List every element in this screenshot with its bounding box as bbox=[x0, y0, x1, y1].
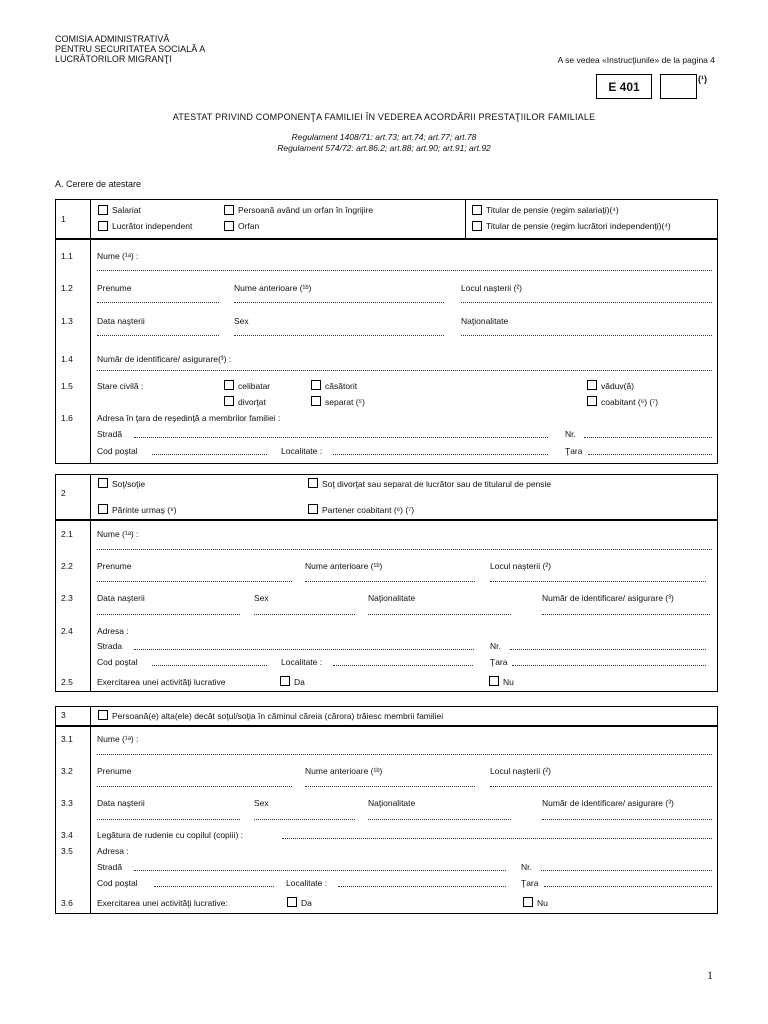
label-numar-identificare-3: Număr de identificare/ asigurare (³) bbox=[542, 798, 674, 808]
input-numar-identificare[interactable] bbox=[97, 370, 712, 371]
label-nr-3: Nr. bbox=[521, 862, 532, 872]
label-locul-nasterii-2: Locul naşterii (²) bbox=[490, 561, 551, 571]
field-number-2-2: 2.2 bbox=[61, 561, 73, 571]
field-number-3-4: 3.4 bbox=[61, 830, 73, 840]
checkbox-vaduv[interactable] bbox=[587, 380, 597, 390]
checkbox-nu-2[interactable] bbox=[489, 676, 499, 686]
checkbox-nu-3[interactable] bbox=[523, 897, 533, 907]
label-cod-postal-3: Cod poştal bbox=[97, 878, 138, 888]
input-sex-3[interactable] bbox=[254, 819, 355, 820]
label-adresa-3: Adresa : bbox=[97, 846, 129, 856]
section-a-title: A. Cerere de atestare bbox=[55, 179, 142, 189]
input-sex-2[interactable] bbox=[254, 614, 355, 615]
label-localitate-2: Localitate : bbox=[281, 657, 323, 667]
input-nr-2[interactable] bbox=[510, 649, 706, 650]
label-prenume-2: Prenume bbox=[97, 561, 132, 571]
input-data-nasterii[interactable] bbox=[97, 335, 219, 336]
block-2-body bbox=[55, 520, 718, 692]
input-cod-postal-2[interactable] bbox=[152, 665, 267, 666]
label-partener-coabitant: Partener coabitant (⁶) (⁷) bbox=[322, 505, 415, 515]
block-1-number: 1 bbox=[61, 214, 66, 224]
field-number-3-5: 3.5 bbox=[61, 846, 73, 856]
input-nationalitate[interactable] bbox=[461, 335, 712, 336]
input-localitate-2[interactable] bbox=[333, 665, 473, 666]
label-strada-2: Strada bbox=[97, 641, 123, 651]
block-2-number: 2 bbox=[61, 488, 66, 498]
label-prenume-3: Prenume bbox=[97, 766, 132, 776]
label-da-3: Da bbox=[301, 898, 312, 908]
org-line-1: COMISIA ADMINISTRATIVĂ bbox=[55, 34, 170, 44]
label-divortat: divorţat bbox=[238, 397, 266, 407]
label-titular-independenti: Titular de pensie (regim lucrători independenţi)(⁴) bbox=[486, 221, 671, 231]
checkbox-lucrator-independent[interactable] bbox=[98, 221, 108, 231]
field-number-1-2: 1.2 bbox=[61, 283, 73, 293]
input-numar-identificare-3[interactable] bbox=[542, 819, 712, 820]
input-nume-3[interactable] bbox=[97, 754, 712, 755]
label-tara-2: Ţara bbox=[490, 657, 508, 667]
label-coabitant: coabitant (⁶) (⁷) bbox=[601, 397, 659, 407]
label-data-nasterii-2: Data naşterii bbox=[97, 593, 145, 603]
regulation-line-2: Regulament 574/72: art.86.2; art.88; art.90; art.91; art.92 bbox=[277, 143, 491, 153]
field-number-1-1: 1.1 bbox=[61, 251, 73, 261]
checkbox-celibatar[interactable] bbox=[224, 380, 234, 390]
input-prenume-3[interactable] bbox=[97, 786, 292, 787]
input-tara-3[interactable] bbox=[544, 886, 712, 887]
block-1-body bbox=[55, 239, 718, 464]
label-nationalitate-3: Naţionalitate bbox=[368, 798, 416, 808]
label-alte-persoane: Persoană(e) alta(ele) decât soţul/soţia în căminul căreia (cărora) trăiesc membrii familiei bbox=[112, 711, 444, 721]
label-nu-3: Nu bbox=[537, 898, 548, 908]
label-lucrator-independent: Lucrător independent bbox=[112, 221, 193, 231]
page-number: 1 bbox=[707, 968, 713, 982]
field-number-3-6: 3.6 bbox=[61, 898, 73, 908]
label-separat: separat (⁵) bbox=[325, 397, 365, 407]
label-nationalitate: Naţionalitate bbox=[461, 316, 509, 326]
label-legatura-rudenie: Legătura de rudenie cu copilul (copiii) : bbox=[97, 830, 244, 840]
checkbox-separat[interactable] bbox=[311, 396, 321, 406]
field-number-2-4: 2.4 bbox=[61, 626, 73, 636]
label-data-nasterii: Data naşterii bbox=[97, 316, 145, 326]
org-line-2: PENTRU SECURITATEA SOCIALĂ A bbox=[55, 44, 206, 54]
input-prenume[interactable] bbox=[97, 302, 219, 303]
block-3-number: 3 bbox=[61, 710, 66, 720]
checkbox-partener-coabitant[interactable] bbox=[308, 504, 318, 514]
label-strada-3: Stradă bbox=[97, 862, 123, 872]
input-nationalitate-3[interactable] bbox=[368, 819, 511, 820]
label-sot: Soţ/soţie bbox=[112, 479, 146, 489]
label-casatorit: căsătorit bbox=[325, 381, 358, 391]
label-vaduv: văduv(ă) bbox=[601, 381, 635, 391]
input-nr[interactable] bbox=[584, 437, 712, 438]
form-code-extra-field[interactable] bbox=[660, 74, 697, 99]
label-locul-nasterii: Locul naşterii (²) bbox=[461, 283, 522, 293]
input-nume[interactable] bbox=[97, 270, 712, 271]
label-tara-3: Ţara bbox=[521, 878, 539, 888]
label-cod-postal-2: Cod poştal bbox=[97, 657, 138, 667]
checkbox-titular-independenti[interactable] bbox=[472, 221, 482, 231]
label-celibatar: celibatar bbox=[238, 381, 271, 391]
issuer-organization bbox=[55, 34, 205, 64]
org-line-3: LUCRĂTORILOR MIGRANŢI bbox=[55, 54, 172, 64]
field-number-2-5: 2.5 bbox=[61, 677, 73, 687]
label-sex: Sex bbox=[234, 316, 249, 326]
label-prenume: Prenume bbox=[97, 283, 132, 293]
label-strada: Stradă bbox=[97, 429, 123, 439]
input-strada-2[interactable] bbox=[134, 649, 474, 650]
checkbox-alte-persoane[interactable] bbox=[98, 710, 108, 720]
label-exercitare-3: Exercitarea unei activităţi lucrative: bbox=[97, 898, 228, 908]
checkbox-parinte-urmas[interactable] bbox=[98, 504, 108, 514]
checkbox-sot[interactable] bbox=[98, 478, 108, 488]
label-cod-postal: Cod poştal bbox=[97, 446, 138, 456]
label-nationalitate-2: Naţionalitate bbox=[368, 593, 416, 603]
input-prenume-2[interactable] bbox=[97, 581, 292, 582]
label-da-2: Da bbox=[294, 677, 305, 687]
label-nr-2: Nr. bbox=[490, 641, 501, 651]
checkbox-coabitant[interactable] bbox=[587, 396, 597, 406]
field-number-2-3: 2.3 bbox=[61, 593, 73, 603]
field-number-3-3: 3.3 bbox=[61, 798, 73, 808]
label-localitate: Localitate : bbox=[281, 446, 323, 456]
input-nume-anterioare-2[interactable] bbox=[305, 581, 475, 582]
field-number-1-3: 1.3 bbox=[61, 316, 73, 326]
label-adresa: Adresa în ţara de reşedinţă a membrilor familiei : bbox=[97, 413, 281, 423]
regulation-line-1: Regulament 1408/71: art.73; art.74; art.77; art.78 bbox=[291, 132, 477, 142]
label-data-nasterii-3: Data naşterii bbox=[97, 798, 145, 808]
label-nume-anterioare: Nume anterioare (¹ᵇ) bbox=[234, 283, 312, 293]
form-code-footnote: (¹) bbox=[698, 74, 707, 84]
input-sex[interactable] bbox=[234, 335, 444, 336]
label-nume-2: Nume (¹ᵃ) : bbox=[97, 529, 139, 539]
label-sot-divortat: Soţ divorţat sau separat de lucrător sau de titularul de pensie bbox=[322, 479, 552, 489]
field-number-1-4: 1.4 bbox=[61, 354, 73, 364]
label-persoana-orfan: Persoană având un orfan în îngrijire bbox=[238, 205, 374, 215]
input-data-nasterii-3[interactable] bbox=[97, 819, 240, 820]
instructions-note: A se vedea «Instrucţiunile» de la pagina 4 bbox=[557, 55, 715, 65]
checkbox-sot-divortat[interactable] bbox=[308, 478, 318, 488]
label-nu-2: Nu bbox=[503, 677, 514, 687]
field-number-1-5: 1.5 bbox=[61, 381, 73, 391]
label-salariat: Salariat bbox=[112, 205, 141, 215]
field-number-3-1: 3.1 bbox=[61, 734, 73, 744]
input-tara-2[interactable] bbox=[512, 665, 706, 666]
input-legatura-rudenie[interactable] bbox=[282, 838, 712, 839]
label-sex-2: Sex bbox=[254, 593, 269, 603]
input-locul-nasterii-2[interactable] bbox=[490, 581, 706, 582]
label-nume: Nume (¹ᵃ) : bbox=[97, 251, 139, 261]
field-number-2-1: 2.1 bbox=[61, 529, 73, 539]
label-titular-salariati: Titular de pensie (regim salariaţi)(⁴) bbox=[486, 205, 619, 215]
label-nr: Nr. bbox=[565, 429, 576, 439]
input-strada[interactable] bbox=[134, 437, 548, 438]
label-numar-identificare: Număr de identificare/ asigurare(³) : bbox=[97, 354, 232, 364]
input-nume-2[interactable] bbox=[97, 549, 712, 550]
input-data-nasterii-2[interactable] bbox=[97, 614, 240, 615]
input-nume-anterioare[interactable] bbox=[234, 302, 444, 303]
input-strada-3[interactable] bbox=[134, 870, 506, 871]
checkbox-da-2[interactable] bbox=[280, 676, 290, 686]
input-numar-identificare-2[interactable] bbox=[542, 614, 710, 615]
label-localitate-3: Localitate : bbox=[286, 878, 328, 888]
field-number-1-6: 1.6 bbox=[61, 413, 73, 423]
field-number-3-2: 3.2 bbox=[61, 766, 73, 776]
input-cod-postal-3[interactable] bbox=[154, 886, 274, 887]
checkbox-casatorit[interactable] bbox=[311, 380, 321, 390]
input-localitate-3[interactable] bbox=[338, 886, 506, 887]
checkbox-orfan[interactable] bbox=[224, 221, 234, 231]
label-nume-anterioare-2: Nume anterioare (¹ᵇ) bbox=[305, 561, 383, 571]
document-title: ATESTAT PRIVIND COMPONENŢA FAMILIEI ÎN VEDEREA ACORDĂRII PRESTAŢIILOR FAMILIALE bbox=[172, 112, 596, 122]
label-numar-identificare-2: Număr de identificare/ asigurare (³) bbox=[542, 593, 674, 603]
input-locul-nasterii-3[interactable] bbox=[490, 786, 712, 787]
checkbox-divortat[interactable] bbox=[224, 396, 234, 406]
input-tara[interactable] bbox=[588, 454, 712, 455]
input-cod-postal[interactable] bbox=[152, 454, 267, 455]
input-localitate[interactable] bbox=[333, 454, 548, 455]
label-nume-3: Nume (¹ᵃ) : bbox=[97, 734, 139, 744]
checkbox-da-3[interactable] bbox=[287, 897, 297, 907]
checkbox-salariat[interactable] bbox=[98, 205, 108, 215]
checkbox-persoana-orfan[interactable] bbox=[224, 205, 234, 215]
label-parinte-urmas: Părinte urmaş (⁸) bbox=[112, 505, 177, 515]
label-nume-anterioare-3: Nume anterioare (¹ᵇ) bbox=[305, 766, 383, 776]
label-stare-civila: Stare civilă : bbox=[97, 381, 144, 391]
input-nr-3[interactable] bbox=[541, 870, 712, 871]
label-tara: Ţara bbox=[565, 446, 583, 456]
label-orfan: Orfan bbox=[238, 221, 260, 231]
label-locul-nasterii-3: Locul naşterii (²) bbox=[490, 766, 551, 776]
input-nationalitate-2[interactable] bbox=[368, 614, 511, 615]
label-sex-3: Sex bbox=[254, 798, 269, 808]
label-exercitare-2: Exercitarea unei activităţi lucrative bbox=[97, 677, 226, 687]
form-code: E 401 bbox=[596, 74, 652, 99]
input-nume-anterioare-3[interactable] bbox=[305, 786, 475, 787]
input-locul-nasterii[interactable] bbox=[461, 302, 712, 303]
label-adresa-2: Adresa : bbox=[97, 626, 129, 636]
checkbox-titular-salariati[interactable] bbox=[472, 205, 482, 215]
